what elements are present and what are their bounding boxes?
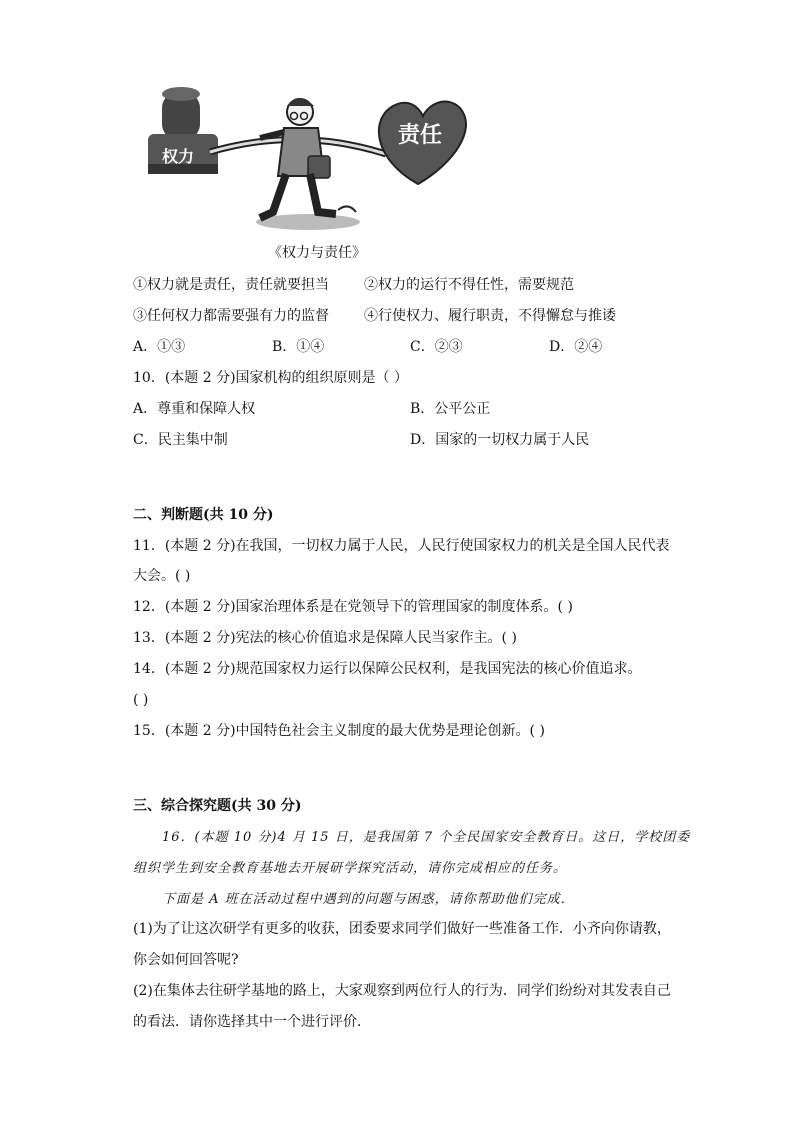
q9-choice-c[interactable]: C．②③ (410, 339, 463, 355)
q9-choice-b[interactable]: B．①④ (272, 339, 325, 355)
q16-sub1-line-2: 你会如何回答呢? (133, 952, 239, 968)
q9-choice-a[interactable]: A．①③ (133, 339, 186, 355)
q9-choice-d[interactable]: D．②④ (549, 339, 603, 355)
q15: 15．(本题 2 分)中国特色社会主义制度的最大优势是理论创新。( ) (133, 723, 545, 739)
cartoon-caption: 《权力与责任》 (268, 245, 366, 261)
q14-line-1: 14．(本题 2 分)规范国家权力运行以保障公民权利，是我国宪法的核心价值追求。 (133, 661, 642, 677)
q9-option-1: ①权力就是责任，责任就要担当 (133, 277, 329, 293)
section-3-title: 三、综合探究题(共 30 分) (133, 798, 302, 814)
q10-choice-b[interactable]: B．公平公正 (410, 401, 491, 417)
q10-choice-a[interactable]: A．尊重和保障人权 (133, 401, 256, 417)
q10-choice-d[interactable]: D．国家的一切权力属于人民 (410, 432, 590, 448)
q14-line-2: ( ) (133, 692, 149, 708)
heart-label: 责任 (398, 123, 443, 148)
q10-stem: 10．(本题 2 分)国家机构的组织原则是（ ） (133, 370, 408, 386)
q16-sub2-line-2: 的看法．请你选择其中一个进行评价． (133, 1014, 371, 1030)
q13: 13．(本题 2 分)宪法的核心价值追求是保障人民当家作主。( ) (133, 630, 517, 646)
stamp-label: 权力 (162, 147, 195, 166)
q11-line-2: 大会。( ) (133, 568, 191, 584)
official-figure (260, 98, 356, 218)
q16-intro-line-2: 组织学生到安全教育基地去开展研学探究活动，请你完成相应的任务。 (133, 861, 568, 876)
section-2-title: 二、判断题(共 10 分) (133, 507, 274, 523)
q16-sub2-line-1: (2)在集体去往研学基地的路上，大家观察到两位行人的行为．同学们纷纷对其发表自己 (133, 983, 671, 999)
q10-choice-c[interactable]: C．民主集中制 (133, 432, 228, 448)
q11-line-1: 11．(本题 2 分)在我国，一切权力属于人民，人民行使国家权力的机关是全国人民代表 (133, 538, 670, 554)
q16-sub1-line-1: (1)为了让这次研学有更多的收获，团委要求同学们做好一些准备工作．小齐向你请教， (133, 921, 671, 937)
q16-intro-line-3: 下面是 A 班在活动过程中遇到的问题与困惑，请你帮助他们完成． (162, 892, 575, 907)
q9-option-4: ④行使权力、履行职责，不得懈怠与推诿 (364, 308, 616, 324)
power-responsibility-cartoon (148, 84, 468, 244)
q12: 12．(本题 2 分)国家治理体系是在党领导下的管理国家的制度体系。( ) (133, 599, 573, 615)
q9-option-3: ③任何权力都需要强有力的监督 (133, 308, 329, 324)
q9-option-2: ②权力的运行不得任性，需要规范 (364, 277, 574, 293)
q16-intro-line-1: 16．(本题 10 分)4 月 15 日，是我国第 7 个全民国家安全教育日。这日，学校团委 (162, 830, 691, 845)
